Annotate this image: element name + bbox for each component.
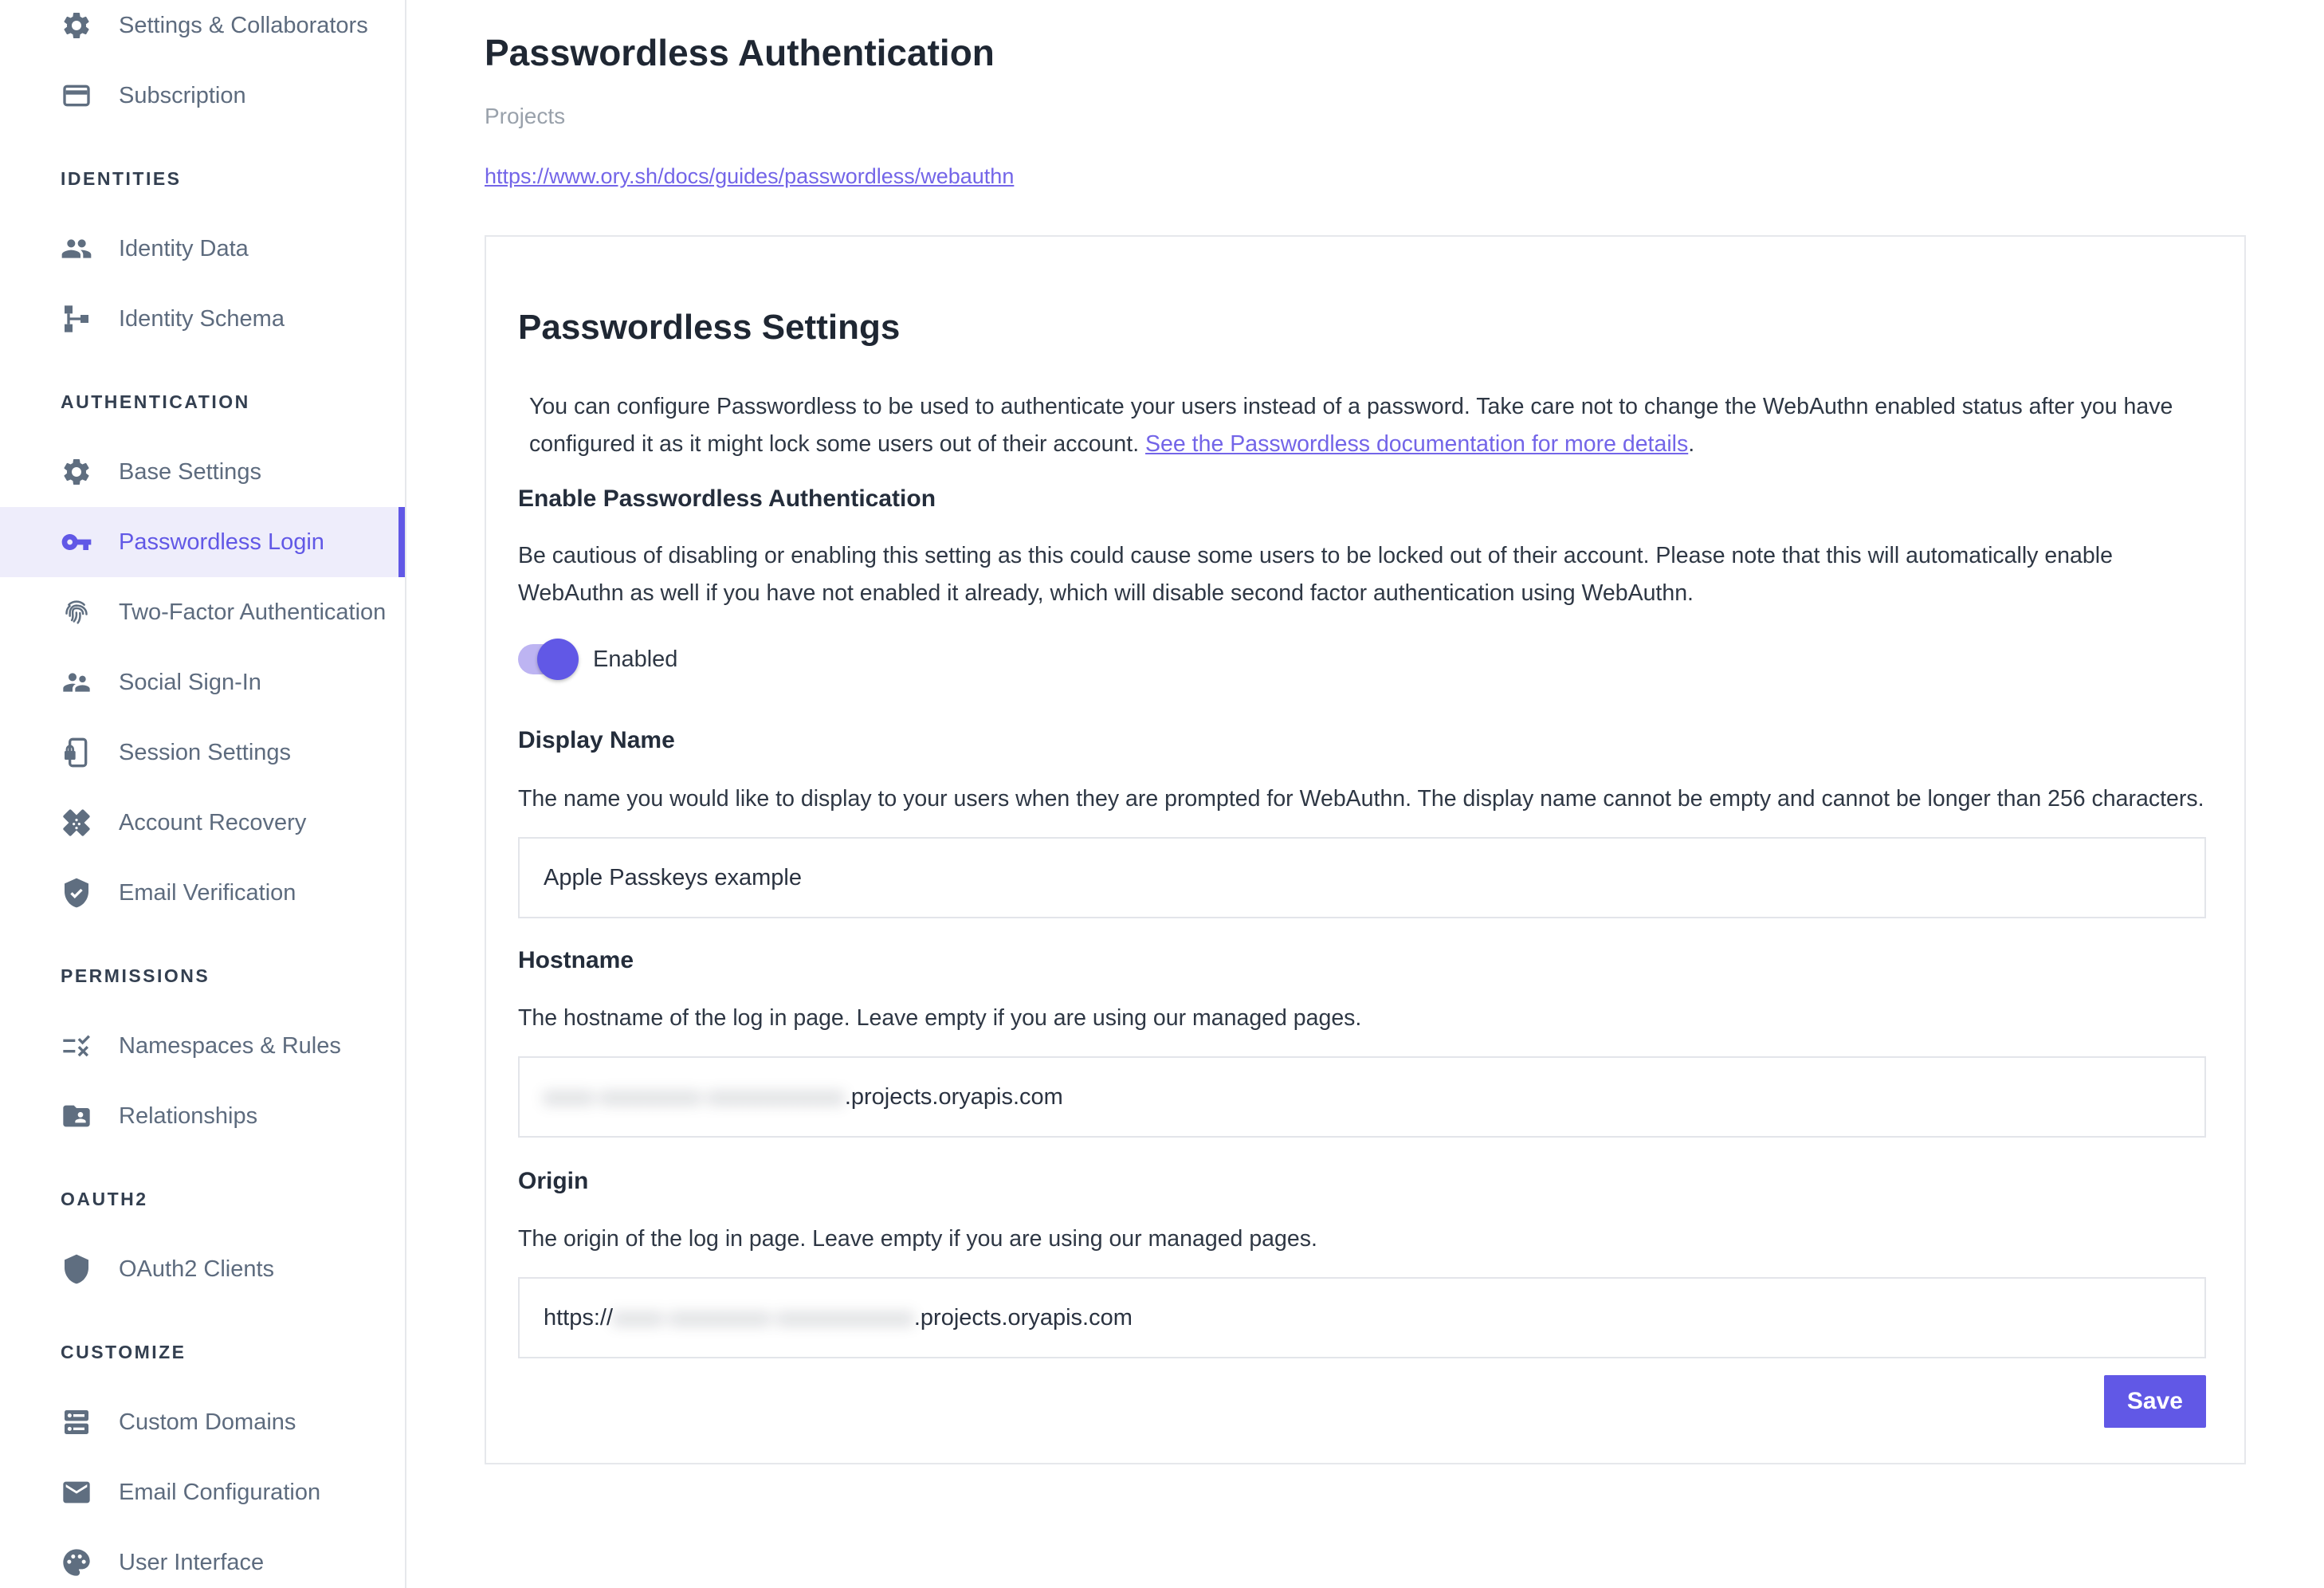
display-name-title: Display Name (518, 727, 675, 753)
sidebar-item-custom-domains[interactable] (0, 1387, 405, 1457)
credit-card-icon (61, 80, 92, 112)
bandage-icon (61, 807, 92, 839)
main-content (406, 0, 2324, 1588)
sidebar-section-permissions: PERMISSIONS (61, 965, 210, 986)
sidebar-item-label: Identity Data (119, 235, 249, 261)
hostname-title: Hostname (518, 947, 634, 973)
palette-icon (61, 1547, 92, 1578)
origin-description: The origin of the log in page. Leave empty if you are using our managed pages. (518, 1226, 1317, 1252)
sidebar-item-label: Subscription (119, 82, 246, 108)
sidebar-section-authentication: AUTHENTICATION (61, 391, 250, 412)
save-button[interactable]: Save (2104, 1375, 2206, 1428)
sidebar-item-label: OAuth2 Clients (119, 1256, 275, 1282)
origin-prefix: https:// (544, 1304, 614, 1331)
breadcrumb: Projects (485, 104, 566, 128)
sidebar-section-customize: CUSTOMIZE (61, 1341, 186, 1362)
sidebar-nav (0, 0, 405, 1588)
hostname-description: The hostname of the log in page. Leave empty if you are using our managed pages. (518, 1005, 1362, 1031)
sidebar-item-label: Identity Schema (119, 305, 285, 332)
sidebar-item-label: Email Verification (119, 879, 296, 906)
sidebar-item-label: Session Settings (119, 739, 292, 765)
sidebar-item-social-sign-in[interactable] (0, 647, 405, 717)
enable-section-title: Enable Passwordless Authentication (518, 485, 936, 512)
passwordless-enabled-toggle[interactable] (518, 644, 571, 674)
key-icon (61, 526, 92, 558)
sidebar-item-two-factor-authentication[interactable] (0, 577, 405, 647)
shield-icon (61, 1253, 92, 1285)
sidebar-item-label: Social Sign-In (119, 669, 261, 695)
sidebar-section-oauth2: OAUTH2 (61, 1188, 148, 1209)
origin-redacted-value: xxxx-xxxxxxxx-xxxxxxxxxxx (613, 1304, 914, 1331)
sidebar-item-identity-schema[interactable] (0, 284, 405, 354)
people-icon (61, 233, 92, 265)
sidebar-item-label: Account Recovery (119, 809, 307, 835)
hostname-redacted-value: xxxx-xxxxxxxx-xxxxxxxxxxx (544, 1083, 845, 1110)
phone-lock-icon (61, 737, 92, 768)
origin-title: Origin (518, 1168, 589, 1194)
display-name-input[interactable] (518, 837, 2206, 918)
sidebar-item-label: Settings & Collaborators (119, 12, 368, 38)
sidebar-item-label: Base Settings (119, 458, 261, 485)
sidebar-item-label: Custom Domains (119, 1409, 296, 1435)
hostname-suffix: .projects.oryapis.com (844, 1083, 1063, 1110)
gear-icon (61, 10, 92, 41)
card-title: Passwordless Settings (518, 308, 901, 347)
social-icon (61, 666, 92, 698)
sidebar-item-oauth2-clients[interactable] (0, 1234, 405, 1304)
sidebar-item-namespaces-rules[interactable] (0, 1011, 405, 1081)
sidebar-item-identity-data[interactable] (0, 214, 405, 284)
sidebar-section-identities: IDENTITIES (61, 167, 182, 189)
passwordless-documentation-link[interactable]: See the Passwordless documentation for more details (1145, 431, 1689, 457)
enable-toggle-row (518, 639, 2206, 680)
schema-icon (61, 303, 92, 335)
page-title: Passwordless Authentication (485, 32, 995, 73)
card-intro: You can configure Passwordless to be used to authenticate your users instead of a password. Take care not to change the WebAuthn enabled status after you have configured it as it might lock some users out of their account. See the Passwordless documentation for more details. (529, 394, 2173, 457)
sidebar-item-base-settings[interactable] (0, 437, 405, 507)
sidebar-item-subscription[interactable] (0, 61, 405, 131)
sidebar (0, 0, 406, 1588)
sidebar-item-label: Email Configuration (119, 1479, 321, 1505)
sidebar-item-email-verification[interactable] (0, 858, 405, 928)
origin-input[interactable] (518, 1277, 2206, 1358)
display-name-value: Apple Passkeys example (544, 864, 802, 890)
gear-icon (61, 456, 92, 488)
hostname-input[interactable] (518, 1056, 2206, 1138)
sidebar-item-label: Passwordless Login (119, 529, 324, 555)
sidebar-item-account-recovery[interactable] (0, 788, 405, 858)
toggle-knob (537, 639, 579, 680)
toggle-label: Enabled (593, 646, 678, 672)
folder-user-icon (61, 1100, 92, 1132)
shield-check-icon (61, 877, 92, 909)
passwordless-settings-card (485, 235, 2246, 1464)
rule-icon (61, 1030, 92, 1062)
sidebar-item-email-configuration[interactable] (0, 1457, 405, 1527)
fingerprint-icon (61, 596, 92, 628)
sidebar-item-settings-collaborators[interactable] (0, 0, 405, 61)
sidebar-item-label: Relationships (119, 1103, 258, 1129)
server-icon (61, 1406, 92, 1438)
sidebar-item-label: User Interface (119, 1549, 265, 1575)
sidebar-item-label: Namespaces & Rules (119, 1032, 341, 1059)
mail-icon (61, 1476, 92, 1508)
enable-section-description: Be cautious of disabling or enabling this setting as this could cause some users to be locked out of their account. Please note that this will automatically enable WebAuthn as well if you have not enabled it already, which will disable second factor authentication using WebAuthn. (518, 543, 2113, 606)
origin-suffix: .projects.oryapis.com (913, 1304, 1133, 1331)
sidebar-item-relationships[interactable] (0, 1081, 405, 1151)
display-name-description: The name you would like to display to your users when they are prompted for WebAuthn. The display name cannot be empty and cannot be longer than 256 characters. (518, 786, 2204, 812)
save-row (518, 1375, 2206, 1428)
card-intro-text: You can configure Passwordless to be used to authenticate your users instead of a password. Take care not to change the WebAuthn enabled status after you have configured it as it might lock some users out of their account. (529, 394, 2173, 457)
sidebar-item-user-interface[interactable] (0, 1527, 405, 1588)
sidebar-item-session-settings[interactable] (0, 717, 405, 788)
webauthn-doc-link[interactable]: https://www.ory.sh/docs/guides/passwordless/webauthn (485, 164, 1015, 188)
sidebar-item-passwordless-login[interactable] (0, 507, 405, 577)
sidebar-item-label: Two-Factor Authentication (119, 599, 387, 625)
